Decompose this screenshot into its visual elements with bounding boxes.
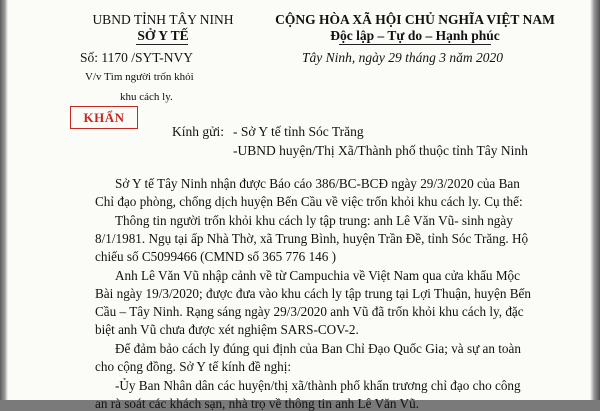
urgent-stamp: KHẨN bbox=[70, 106, 138, 129]
body-p4-line-1: Để đảm bảo cách ly đúng qui định của Ban Chỉ Đạo Quốc Gia; và sự an toàn bbox=[115, 341, 521, 356]
body-p1-line-1: Sở Y tế Tây Ninh nhận được Báo cáo 386/BC-BCĐ ngày 29/3/2020 của Ban bbox=[115, 176, 520, 191]
subject-line-2: khu cách ly. bbox=[120, 91, 173, 103]
body-p3-line-4: biệt anh Vũ chưa được xét nghiệm SARS-COV-2. bbox=[95, 322, 359, 337]
photo-right-edge bbox=[590, 0, 600, 400]
body-p5-line-1: -Ủy Ban Nhân dân các huyện/thị xã/thành phố khẩn trương chỉ đạo cho công bbox=[115, 378, 521, 393]
body-p3-line-1: Anh Lê Văn Vũ nhập cảnh về từ Campuchia về Việt Nam qua cửa khẩu Mộc bbox=[115, 268, 520, 283]
body-p4-line-2: cho cộng đồng. Sở Y tế kính đề nghị: bbox=[95, 359, 292, 374]
body-p3-line-3: Cầu – Tây Ninh. Rạng sáng ngày 29/3/2020 anh Vũ đã trốn khỏi khu cách ly, đặc bbox=[95, 304, 524, 319]
body-p2-line-2: 8/1/1981. Ngụ tại ấp Nhà Thờ, xã Trung Bình, huyện Trần Đề, tỉnh Sóc Trăng. Hộ bbox=[95, 231, 529, 246]
department-underline bbox=[136, 44, 188, 45]
body-p1-line-2: Chỉ đạo phòng, chống dịch huyện Bến Cầu về việc trốn khỏi khu cách ly. Cụ thể: bbox=[95, 194, 523, 209]
national-title: CỘNG HÒA XÃ HỘI CHỦ NGHĨA VIỆT NAM bbox=[275, 12, 555, 27]
body-p3-line-2: Bài ngày 19/3/2020; được đưa vào khu cách ly tập trung tại Lợi Thuận, huyện Bến bbox=[95, 286, 531, 301]
body-p2-line-3: chiếu số C5099466 (CMND số 365 776 146 ) bbox=[95, 249, 337, 264]
photo-left-edge bbox=[0, 0, 8, 400]
recipients-label: Kính gửi: bbox=[172, 124, 224, 139]
issue-date: Tây Ninh, ngày 29 tháng 3 năm 2020 bbox=[302, 50, 503, 65]
recipient-2: -UBND huyện/Thị Xã/Thành phố thuộc tỉnh Tây Ninh bbox=[233, 143, 528, 158]
national-motto: Độc lập – Tự do – Hạnh phúc bbox=[330, 28, 500, 43]
issuing-department: SỞ Y TẾ bbox=[137, 28, 189, 43]
motto-underline bbox=[339, 44, 491, 45]
subject-line-1: V/v Tìm người trốn khỏi bbox=[85, 71, 194, 83]
recipient-1: - Sở Y tế tỉnh Sóc Trăng bbox=[233, 124, 364, 139]
document-number: Số: 1170 /SYT-NVY bbox=[80, 50, 194, 65]
issuing-authority: UBND TỈNH TÂY NINH bbox=[92, 12, 234, 27]
body-p5-line-2: an rà soát các khách sạn, nhà trọ về thông tin anh Lê Văn Vũ. bbox=[95, 396, 419, 411]
body-p2-line-1: Thông tin người trốn khỏi khu cách ly tập trung: anh Lê Văn Vũ- sinh ngày bbox=[115, 213, 513, 228]
